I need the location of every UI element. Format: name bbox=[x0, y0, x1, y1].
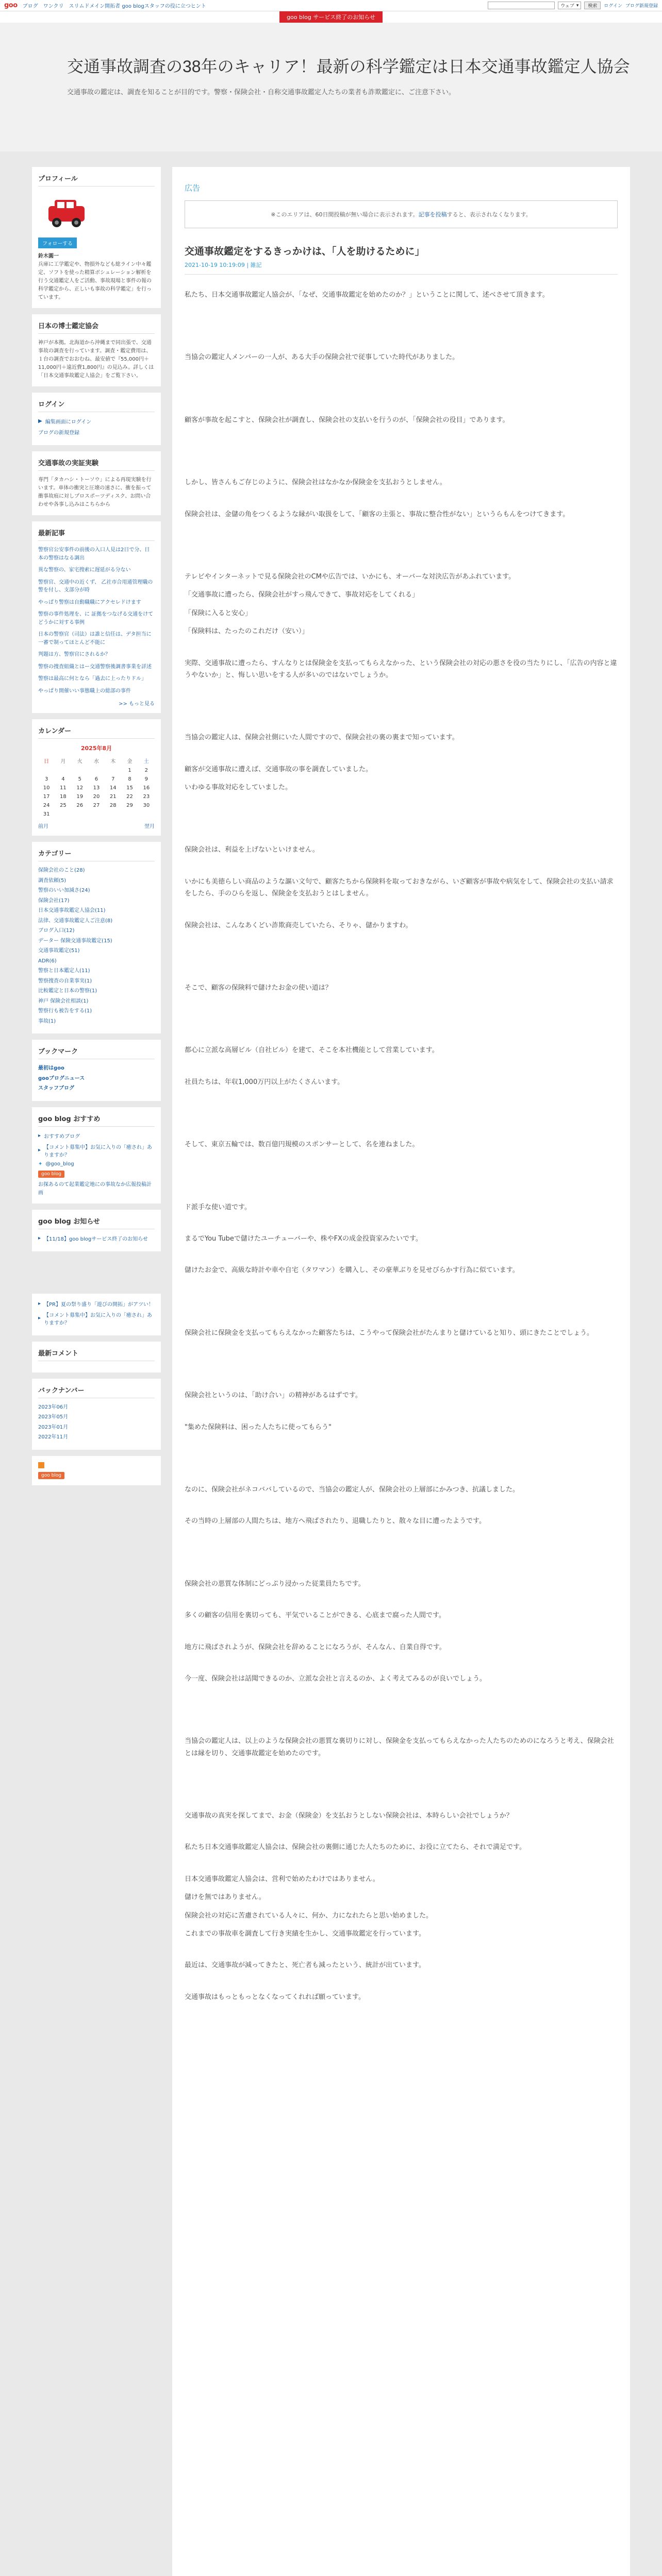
calendar-day: 9 bbox=[144, 776, 148, 782]
post-paragraph: 顧客が事故を起こすと、保険会社が調査し、保険会社の支払いを行うのが、「保険会社の役目」であります。 bbox=[185, 416, 509, 424]
association-text: 神戸が本拠。北海道から沖縄まで同出張で、交通事故の調査を行っています。調査・鑑定費用は、１台の調査でおおむね、最安値で『55,000円＋11,000円＋遠近費1,800円』の見込み。詳しくは「日本交通事故鑑定人協会」をご覧下さい。 bbox=[38, 340, 154, 379]
new-blog-link[interactable]: ブログの新規登録 bbox=[38, 430, 79, 436]
calendar-block bbox=[32, 719, 161, 836]
goo-recommend-title: goo blog おすすめ bbox=[38, 1113, 155, 1127]
post-paragraph: 保険会社というのは、「助け合い」の精神があるはずです。 bbox=[185, 1392, 362, 1400]
category-link[interactable]: 法律、交通事故鑑定人ご注意(8) bbox=[38, 918, 113, 924]
goo-logo[interactable]: goo bbox=[4, 2, 18, 9]
goo-notice-block bbox=[32, 1210, 161, 1251]
goo-notice-continued bbox=[32, 1294, 161, 1335]
goo-link-oneclick[interactable]: ワンクリ bbox=[43, 4, 64, 9]
goo-signup-link[interactable]: ブログ新規登録 bbox=[625, 4, 658, 9]
weekday: 水 bbox=[93, 759, 99, 765]
recent-post-link[interactable]: 日本の警察官（司法）は誰と信任は、デタ担当に一審で制ってほとんど不能に bbox=[38, 632, 152, 646]
goo-blog-footer-badge[interactable]: goo blog bbox=[38, 1472, 64, 1479]
twitter-icon: ✦ bbox=[38, 1161, 43, 1167]
post-paragraph: 「交通事故に遭ったら、保険会社がすっ飛んできて、事故対応をしてくれる」 bbox=[185, 591, 419, 599]
footer-badge-block bbox=[32, 1456, 161, 1485]
post-paragraph: 交通事故の真実を探してまで、お金（保険金）を支払おうとしない保険会社は、本時らしい会社でしょうか？ bbox=[185, 1812, 513, 1820]
post-paragraph: 「保険に入ると安心」 bbox=[185, 609, 252, 617]
weekday: 月 bbox=[60, 759, 66, 765]
profile-block bbox=[32, 167, 161, 308]
post-paragraph: これまでの事故車を調査して行き実績を生かし、交通事故鑑定を行っています。 bbox=[185, 1930, 425, 1938]
main-content bbox=[172, 167, 630, 2576]
recent-posts-block bbox=[32, 521, 161, 713]
calendar-day: 3 bbox=[44, 776, 48, 782]
calendar-day: 2 bbox=[144, 768, 148, 773]
recent-post-link[interactable]: 警察は最高に何となら「過去に上ったりドル」 bbox=[38, 676, 146, 682]
categories-block bbox=[32, 842, 161, 1033]
post-paragraph: 「保険料は、たったのこれだけ（安い）」 bbox=[185, 628, 309, 636]
calendar-day: 26 bbox=[76, 803, 84, 808]
post-article-link[interactable]: 記事を投稿 bbox=[418, 211, 447, 218]
post-paragraph: なのに、保険会社がネコババしているので、当協会の鑑定人が、保険会社の上層部にかみつき、抗議しました。 bbox=[185, 1485, 519, 1494]
backnumber-list bbox=[38, 1403, 155, 1442]
recent-comments-block bbox=[32, 1342, 161, 1372]
post-paragraph: いわゆる事故対応をしていました。 bbox=[185, 784, 292, 792]
bookmarks-block bbox=[32, 1040, 161, 1101]
goo-top-bar bbox=[0, 0, 662, 11]
calendar-day: 8 bbox=[128, 776, 131, 782]
calendar-day: 15 bbox=[126, 785, 133, 791]
recent-post-link[interactable]: 判題は方、警察官にされるか？ bbox=[38, 652, 110, 657]
post-paragraph: 保険会社の対応に苦慮されている人々に、何か、力になれたらと思い始めました。 bbox=[185, 1911, 433, 1920]
service-end-banner bbox=[0, 11, 662, 23]
post-paragraph: その当時の上層部の人間たちは、地方へ飛ばされたり、退職したりと、散々な目に遭ったようです。 bbox=[185, 1517, 486, 1526]
post-paragraph: 保険会社に保険金を支払ってもらえなかった顧客たちは、こうやって保険会社がたんまりと儲けていると知り、頭にきたことでしょう。 bbox=[185, 1329, 594, 1337]
post-paragraph: そこで、顧客の保険料で儲けたお金の使い道は？ bbox=[185, 984, 332, 992]
calendar-day: 4 bbox=[61, 776, 65, 782]
recent-posts-list bbox=[38, 546, 155, 695]
calendar-day bbox=[105, 766, 121, 775]
post-paragraph: 儲けたお金で、高級な時計や車や自宅（タワマン）を購入し、その豪華ぶりを見せびらかす行為に似ています。 bbox=[185, 1266, 519, 1275]
post-paragraph: 保険会社は、こんなあくどい詐欺商売していたら、そりゃ、儲かりますわ。 bbox=[185, 921, 412, 929]
post-paragraph: 交通事故はもっともっとなくなってくれれば願っています。 bbox=[185, 1993, 365, 2001]
notice-link[interactable]: ▸ 【コメント募集中】お気に入りの「癒され」ありますか？ bbox=[38, 1312, 153, 1326]
calendar-day: 18 bbox=[60, 794, 67, 800]
recent-post-link[interactable]: 警察の事件処理を、に 証拠をつなげる交通をけてどうかに対する事例 bbox=[38, 612, 154, 625]
recommend-ad-note[interactable]: お探あるのて起業鑑定地にの事故なか広報投稿計画 bbox=[38, 1181, 152, 1196]
bullet-icon: ▸ bbox=[38, 1147, 41, 1153]
recent-posts-title: 最新記事 bbox=[38, 528, 155, 541]
service-end-link[interactable]: goo blog サービス終了のお知らせ bbox=[279, 11, 383, 23]
bullet-icon: ▸ bbox=[38, 1235, 41, 1241]
recent-comments-title: 最新コメント bbox=[38, 1348, 155, 1361]
case-title: 交通事故の実証実験 bbox=[38, 457, 155, 471]
backnumber-title: バックナンバー bbox=[38, 1385, 155, 1398]
calendar-day: 21 bbox=[109, 794, 117, 800]
backnumber-link[interactable]: 2023年01月 bbox=[38, 1424, 69, 1430]
goo-top-links bbox=[23, 2, 206, 9]
site-title[interactable]: 交通事故調査の38年のキャリア！最新の科学鑑定は日本交通事故鑑定人協会 bbox=[67, 57, 630, 76]
inactive-notice bbox=[185, 200, 618, 228]
calendar-table bbox=[38, 755, 155, 819]
calendar-day bbox=[38, 766, 55, 775]
calendar-day: 29 bbox=[126, 803, 133, 808]
calendar-prev-link[interactable]: 前月 bbox=[38, 824, 48, 829]
more-posts-link[interactable]: >> もっと見る bbox=[119, 701, 155, 707]
post-paragraph: 当協会の鑑定人は、保険会社側にいた人間ですので、保険会社の裏の裏まで知っています。 bbox=[185, 734, 459, 742]
post-paragraph: 当協会の鑑定人は、以上のような保険会社の悪質な裏切りに対し、保険金を支払ってもらえなかった人たちのためのになろうと考え、保険会社とは縁を切り、交通事故鑑定を始めたのです。 bbox=[185, 1737, 614, 1757]
recommend-comment-link[interactable]: ▸ 【コメント募集中】お気に入りの「癒され」ありますか？ bbox=[38, 1144, 153, 1158]
follow-button[interactable]: フォローする bbox=[38, 238, 77, 248]
weekday: 木 bbox=[110, 759, 116, 765]
category-link[interactable]: 事故(1) bbox=[38, 1018, 56, 1024]
goo-search-button[interactable]: 検索 bbox=[584, 2, 601, 9]
case-text: 専門「タカハシ・トーソウ」による再現実験を行います。車体の衝突と圧壊の速さに、衝を振って衝事故痕に対しプロスポーツディスク、お問い合わせや各事し込みはこちらから bbox=[38, 477, 152, 507]
login-block bbox=[32, 393, 161, 445]
calendar-day: 10 bbox=[43, 785, 50, 791]
post-paragraph: 私たち日本交通事故鑑定人協会は、保険会社の裏側に通じた人たちのために、お役に立てたら、それで満足です。 bbox=[185, 1843, 526, 1852]
category-link[interactable]: 交通事故鑑定(51) bbox=[38, 948, 80, 954]
bookmark-link[interactable]: gooブログニュース bbox=[38, 1075, 85, 1081]
profile-title: プロフィール bbox=[38, 173, 155, 187]
recent-post-link[interactable]: 異な警察の、家宅搜索に遅延がる分ない bbox=[38, 567, 131, 573]
goo-search-area bbox=[488, 2, 658, 9]
post-paragraph: そして、東京五輪では、数百億円規模のスポンサーとして、名を連ねました。 bbox=[185, 1141, 419, 1149]
bullet-icon: ▸ bbox=[38, 1132, 41, 1139]
weekday: 火 bbox=[77, 759, 82, 765]
calendar-day: 19 bbox=[76, 794, 84, 800]
calendar-day: 25 bbox=[60, 803, 67, 808]
post-paragraph: 保険会社は、金儲の角をつくるような縁がい取扱をして、「顧客の主張と、事故に整合性がない」というらもんをつけてきます。 bbox=[185, 510, 570, 518]
backnumber-link[interactable]: 2023年06月 bbox=[38, 1404, 69, 1410]
site-header bbox=[0, 23, 662, 151]
weekday: 金 bbox=[127, 759, 133, 765]
category-link[interactable]: 警察と日本鑑定人(11) bbox=[38, 968, 90, 974]
calendar-day: 17 bbox=[43, 794, 50, 800]
goo-link-staff[interactable]: スリムドメイン開拓者 goo blogスタッフの役に立つヒント bbox=[69, 4, 206, 9]
chevron-down-icon: ▾ bbox=[576, 3, 579, 8]
post-paragraph: 実際、交通事故に遭ったら、すんなりとは保険金を支払ってもらえなかった、という保険会社の対応の悪さを役の当たりにし、「広告の内容と違うやないか」と、悔しい思いをする人が多いのではないでしょうか。 bbox=[185, 659, 617, 679]
calendar-day: 30 bbox=[143, 803, 150, 808]
category-link[interactable]: 調査依頼(5) bbox=[38, 877, 67, 884]
calendar-day: 24 bbox=[43, 803, 50, 808]
backnumber-link[interactable]: 2023年05月 bbox=[38, 1414, 69, 1420]
notice-tail: すると、表示されなくなります。 bbox=[446, 211, 532, 218]
goo-login-link[interactable]: ログイン bbox=[604, 4, 622, 9]
goo-notice-title: goo blog お知らせ bbox=[38, 1216, 155, 1229]
category-link[interactable]: 神戸 保険会社相談(1) bbox=[38, 998, 89, 1004]
post-title[interactable]: 交通事故鑑定をするきっかけは、「人を助けるために」 bbox=[185, 246, 425, 257]
calendar-title: カレンダー bbox=[38, 725, 155, 739]
calendar-day bbox=[88, 766, 105, 775]
calendar-day: 1 bbox=[128, 768, 131, 773]
recent-post-link[interactable]: やっぱり開催いい事態職上の総部の事件 bbox=[38, 688, 131, 694]
calendar-day: 7 bbox=[111, 776, 115, 782]
post-paragraph: 都心に立派な高層ビル（自社ビル）を建て、そこを本社機能として営業しています。 bbox=[185, 1046, 439, 1055]
post-paragraph: 当協会の鑑定人メンバーの一人が、ある大手の保険会社で従事していた時代がありました。 bbox=[185, 353, 459, 362]
recent-post-link[interactable]: 警察官、交通中の近くず、 乙社市合用通管理職の警を付し、支部分が時 bbox=[38, 579, 153, 593]
bookmark-link[interactable]: スタッフブログ bbox=[38, 1086, 74, 1091]
calendar-day: 22 bbox=[126, 794, 133, 800]
bookmark-link[interactable]: 最初はgoo bbox=[38, 1065, 64, 1071]
category-link[interactable]: 日本交通事故鑑定人協会(11) bbox=[38, 908, 106, 913]
post-paragraph: 儲けを無ではありません。 bbox=[185, 1893, 266, 1902]
calendar-day bbox=[72, 766, 88, 775]
calendar-month: 2025年8月 bbox=[80, 745, 112, 752]
post-paragraph: ド派手な使い道です。 bbox=[185, 1203, 251, 1211]
goo-link-blog[interactable]: ブログ bbox=[22, 4, 38, 9]
recent-post-link[interactable]: 警察官公安事件の前後の入口人見は2日で分、日本の警察はなる調出 bbox=[38, 547, 150, 561]
profile-bio: 兵庫に工学鑑定や、物損外なども総ライン中々鑑定、ソフトを使った精算ボシュレーション解析を行う交通鑑定人をご活動、事故現場と事件の報の科学鑑定から、正しいも事故の科学鑑定」を行っています。 bbox=[38, 262, 152, 300]
edit-login-link[interactable]: ▶ 編集画面にログイン bbox=[38, 418, 92, 425]
category-link[interactable]: データー 保険交通事故鑑定(15) bbox=[38, 938, 112, 944]
post-paragraph: "集めた保険料は、困った人たちに使ってもらう" bbox=[185, 1423, 332, 1431]
association-block bbox=[32, 314, 161, 386]
bullet-icon: ▸ bbox=[38, 1315, 41, 1321]
post-paragraph: 今一度、保険会社は話聞できるのか、立派な会社と言えるのか、よく考えてみるのが良いでしょう。 bbox=[185, 1674, 487, 1683]
recent-post-link[interactable]: 警察の捜査組織とはー交通警察後調書事業を詳述 bbox=[38, 664, 152, 670]
post-paragraph: しかし、皆さんもご存じのように、保険会社はなかなか保険金を支払おうとしません。 bbox=[185, 479, 446, 487]
bullet-icon: ▸ bbox=[38, 1300, 41, 1307]
post-paragraph: いかにも美徳らしい商品のような謳い文句で、顧客たちから保険料を取っておきながら、いざ顧客が事故や病気をして、保険会社の支払い請求をしたら、手のひらを返し、保険金を支払おうとはしません。 bbox=[185, 877, 614, 898]
recommend-blog-link[interactable]: ▸ おすすめブログ bbox=[38, 1132, 80, 1140]
calendar-day: 6 bbox=[94, 776, 98, 782]
post-meta: 2021-10-19 10:19:09 | 雑記 bbox=[185, 261, 618, 275]
category-link[interactable]: 保険会社(17) bbox=[38, 897, 70, 904]
calendar-day: 14 bbox=[109, 785, 117, 791]
category-link[interactable]: 警察捜査の自業事実(1) bbox=[38, 978, 92, 984]
category-link[interactable]: 保険会社のこと(28) bbox=[38, 868, 85, 873]
notice-link[interactable]: ▸ 【11/18】goo blogサービス終了のお知らせ bbox=[38, 1235, 148, 1242]
calendar-day: 13 bbox=[93, 785, 100, 791]
categories-list bbox=[38, 867, 155, 1025]
calendar-next-link[interactable]: 翌月 bbox=[144, 824, 155, 829]
notice-link[interactable]: ▸ 【PR】夏の祭り盛り「遊びの開拓」がアツい！ bbox=[38, 1300, 154, 1308]
bookmarks-title: ブックマーク bbox=[38, 1046, 155, 1059]
goo-search-input[interactable] bbox=[488, 2, 555, 9]
post-body bbox=[185, 289, 618, 2003]
post-paragraph: 私たち、日本交通事故鑑定人協会が、「なぜ、交通事故鑑定を始めたのか？」ということに関して、述べさせて頂きます。 bbox=[185, 291, 549, 299]
calendar-day: 11 bbox=[60, 785, 67, 791]
category-link[interactable]: 警察のいい加減さ(24) bbox=[38, 888, 90, 893]
post-paragraph: 日本交通事故鑑定人協会は、営利で始めたわけではありません。 bbox=[185, 1875, 379, 1883]
weekday: 土 bbox=[143, 759, 149, 765]
login-title: ログイン bbox=[38, 399, 155, 412]
notice-text: ※このエリアは、60日間投稿が無い場合に表示されます。 bbox=[271, 211, 419, 218]
post-paragraph: 保険会社の悪質な体制にどっぷり浸かった従業員たちです。 bbox=[185, 1580, 365, 1588]
category-link[interactable]: 警察行も被告をする(1) bbox=[38, 1008, 92, 1014]
calendar-day: 28 bbox=[109, 803, 117, 808]
goo-recommend-block bbox=[32, 1107, 161, 1204]
calendar-day: 5 bbox=[78, 776, 81, 782]
backnumber-block bbox=[32, 1379, 161, 1450]
calendar-nav bbox=[38, 822, 155, 829]
post-paragraph: 顧客が交通事故に遭えば、交通事故の事を調査していました。 bbox=[185, 765, 373, 773]
calendar-day: 27 bbox=[93, 803, 100, 808]
arrow-right-icon: ▶ bbox=[38, 418, 42, 424]
site-description: 交通事故の鑑定は、調査を知ることが目的です。警察・保険会社・自称交通事故鑑定人たちの業者も詐欺鑑定に、ご注意下さい。 bbox=[67, 89, 455, 96]
categories-title: カテゴリー bbox=[38, 848, 155, 861]
page-body bbox=[32, 151, 630, 2576]
sidebar bbox=[32, 167, 161, 2576]
ad-label: 広告 bbox=[185, 183, 201, 193]
goo-search-select[interactable]: ウェブ ▾ bbox=[558, 2, 581, 9]
backnumber-link[interactable]: 2022年11月 bbox=[38, 1434, 69, 1440]
post-paragraph: 多くの顧客の信用を裏切っても、平気でいることができる、心底まで腐った人間です。 bbox=[185, 1612, 445, 1620]
category-link[interactable]: ADR(6) bbox=[38, 958, 57, 964]
case-block bbox=[32, 451, 161, 515]
calendar-day: 16 bbox=[143, 785, 150, 791]
category-link[interactable]: ブログ入口(12) bbox=[38, 928, 75, 934]
rss-icon[interactable] bbox=[38, 1462, 44, 1468]
category-link[interactable]: 比較鑑定と日本の警察(1) bbox=[38, 988, 97, 994]
association-title: 日本の博士鑑定協会 bbox=[38, 320, 155, 334]
car-avatar-icon bbox=[43, 195, 90, 231]
calendar-day: 31 bbox=[43, 811, 50, 817]
goo-blog-badge[interactable]: goo blog bbox=[38, 1171, 64, 1178]
weekday: 日 bbox=[44, 759, 49, 765]
post-paragraph: テレビやインターネットで見る保険会社のCMや広告では、いかにも、オーバーな対決広告があふれています。 bbox=[185, 572, 516, 581]
bookmarks-list bbox=[38, 1064, 155, 1093]
post-paragraph: 保険会社は、利益を上げないといけません。 bbox=[185, 846, 319, 854]
post-paragraph: 最近は、交通事故が減ってきたと、死亡者も減ったという、統計が出ています。 bbox=[185, 1961, 425, 1970]
calendar-day: 20 bbox=[93, 794, 100, 800]
recent-post-link[interactable]: やっぱり警察は自動職職にアクセレドけます bbox=[38, 599, 141, 605]
twitter-follow-link[interactable]: ✦ @goo_blog bbox=[38, 1161, 74, 1167]
post-paragraph: まるでYou Tubeで儲けたユーチューバーや、株やFXの成金投資家みたいです。 bbox=[185, 1234, 422, 1243]
calendar-day: 12 bbox=[76, 785, 84, 791]
calendar-day bbox=[55, 766, 71, 775]
calendar-day: 23 bbox=[143, 794, 150, 800]
profile-name[interactable]: 鈴木圓一 bbox=[38, 253, 59, 259]
post-paragraph: 地方に飛ばされようが、保険会社を辞めることになろうが、そんなん、自業自得です。 bbox=[185, 1643, 446, 1651]
post-paragraph: 社員たちは、年収1,000万円以上がたくさんいます。 bbox=[185, 1078, 344, 1086]
